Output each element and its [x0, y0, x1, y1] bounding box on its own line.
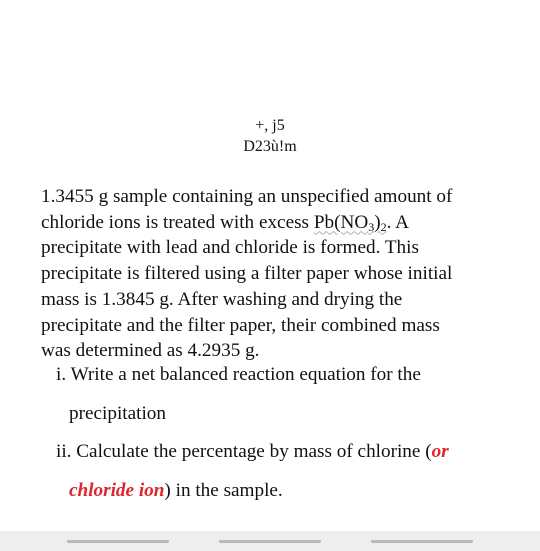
problem-line-3: precipitate with lead and chloride is formed. This [41, 237, 419, 259]
formula-subscript-2: 2 [380, 219, 387, 234]
header-line-2: D23ù!m [243, 138, 297, 155]
question-ii-line-1 [56, 440, 449, 464]
question-ii-end: ) in the sample. [164, 480, 283, 501]
problem-statement [41, 184, 491, 364]
question-i-line-1: i. Write a net balanced reaction equation for the [56, 364, 421, 385]
bar-segment[interactable] [67, 540, 169, 543]
problem-line-2-start: chloride ions is treated with excess [41, 211, 314, 233]
formula-part-b: ) [374, 211, 381, 233]
problem-line-7: was determined as 4.2935 g. [41, 340, 260, 362]
bar-segment[interactable] [219, 540, 321, 543]
question-i-line-2: precipitation [69, 403, 166, 424]
emphasis-chloride-ion: chloride ion [69, 480, 165, 501]
emphasis-or: or [431, 441, 449, 462]
formula-part-a: Pb(NO [313, 211, 369, 233]
question-ii-text: ii. Calculate the percentage by mass of chlorine ( [56, 441, 432, 462]
question-ii-line-2 [69, 479, 283, 503]
problem-line-6: precipitate and the filter paper, their combined mass [41, 314, 440, 336]
bottom-bar [0, 531, 540, 551]
chemical-formula [314, 212, 387, 233]
problem-line-5: mass is 1.3845 g. After washing and drying the [41, 288, 403, 310]
header-line-1: +, j5 [255, 117, 285, 134]
bar-segment[interactable] [371, 540, 473, 543]
problem-line-2-end: . A [386, 211, 409, 233]
formula-subscript-1: 3 [368, 219, 375, 234]
problem-line-1: 1.3455 g sample containing an unspecified amount of [41, 186, 453, 207]
problem-line-4: precipitate is filtered using a filter paper whose initial [41, 263, 453, 285]
problem-line-2 [41, 210, 491, 236]
